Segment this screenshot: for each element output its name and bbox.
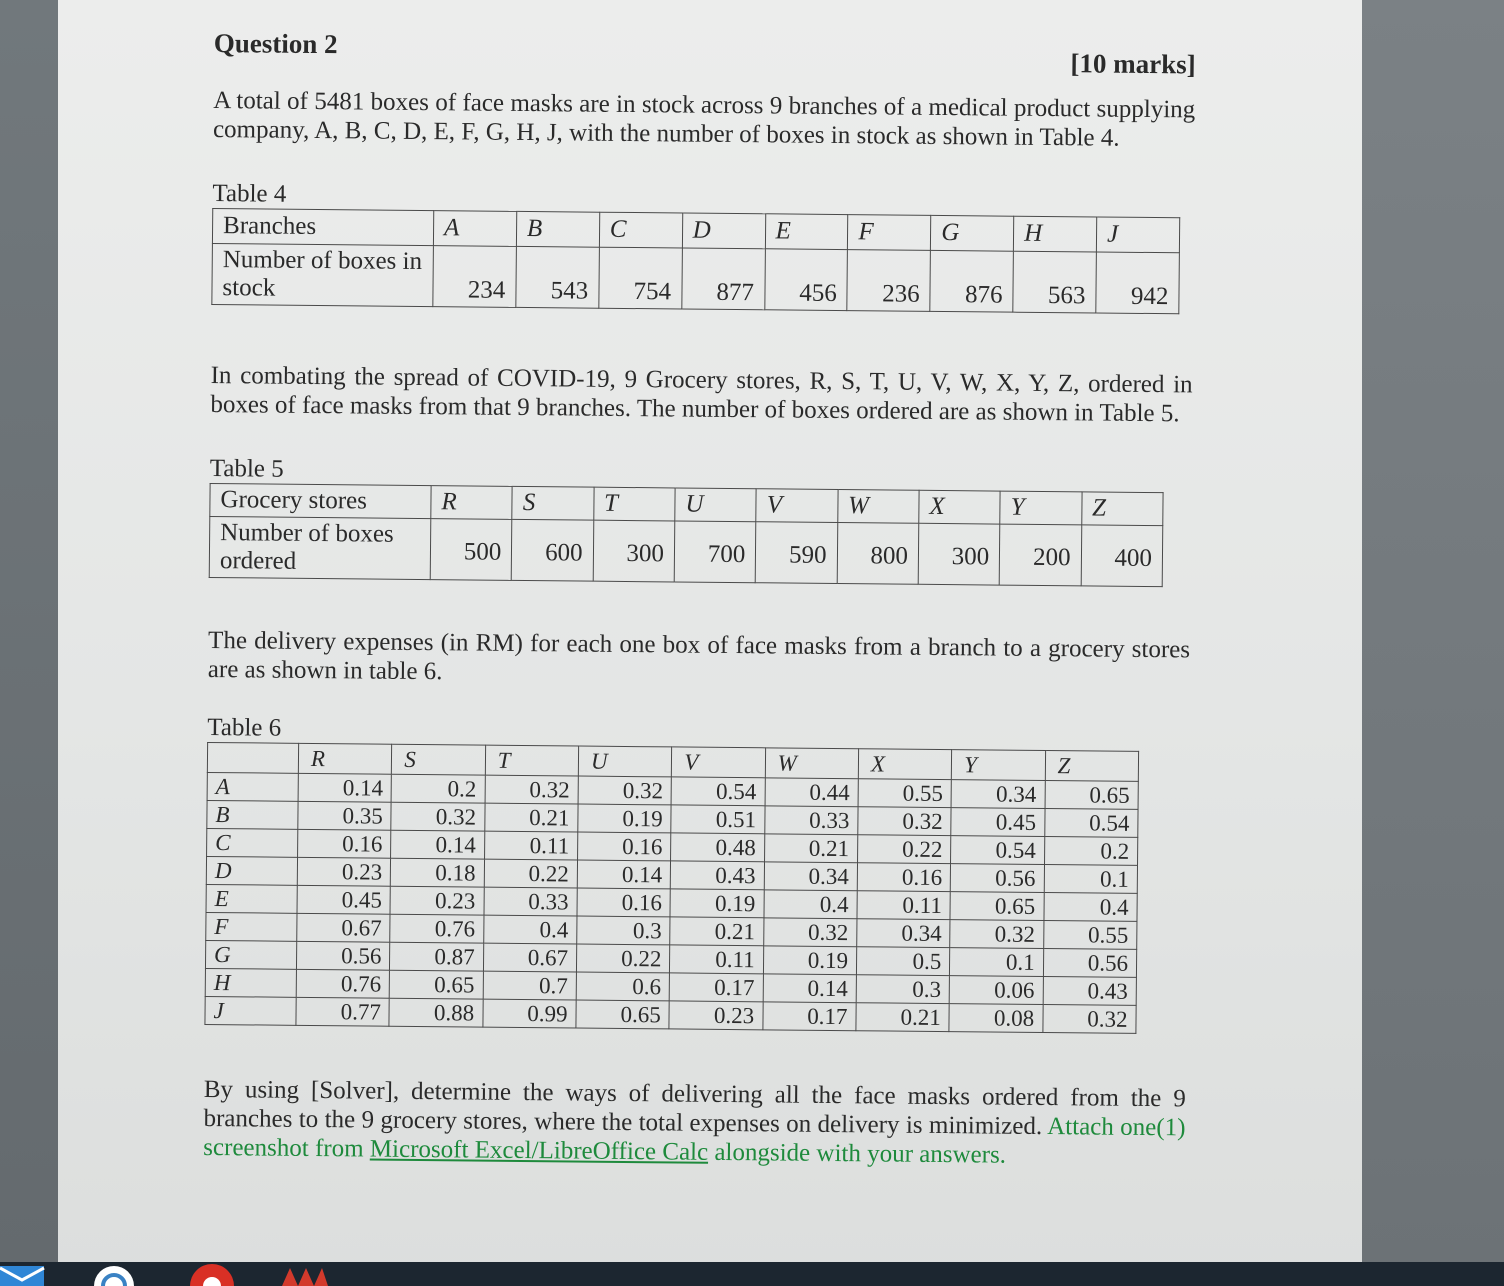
table6-cell: 0.32 bbox=[950, 920, 1044, 949]
table6-body bbox=[205, 772, 1138, 1033]
table6-cell: 0.34 bbox=[951, 780, 1045, 809]
table6-cell: 0.19 bbox=[763, 946, 857, 975]
table6-cell: 0.16 bbox=[857, 863, 951, 892]
table6-cell: 0.14 bbox=[577, 860, 671, 889]
table6-cell: 0.22 bbox=[576, 944, 670, 973]
table6-cell: 0.2 bbox=[1044, 837, 1138, 866]
table6-col: W bbox=[765, 748, 859, 779]
table6-cell: 0.99 bbox=[483, 999, 577, 1028]
table4-cell: 877 bbox=[681, 248, 764, 310]
table5-cell: 700 bbox=[674, 521, 756, 583]
table6-cell: 0.34 bbox=[764, 862, 858, 891]
table6-cell: 0.3 bbox=[577, 916, 671, 945]
table6-cell: 0.21 bbox=[484, 803, 578, 832]
table4-col: B bbox=[516, 211, 599, 247]
table6-row-label: H bbox=[205, 968, 296, 997]
table6-cell: 0.22 bbox=[857, 835, 951, 864]
table6-cell: 0.87 bbox=[390, 942, 484, 971]
table4-col: C bbox=[599, 212, 682, 248]
table5-header-label: Grocery stores bbox=[210, 483, 431, 518]
table6-cell: 0.43 bbox=[671, 861, 765, 890]
table4-col: D bbox=[682, 213, 765, 249]
table6-caption: Table 6 bbox=[207, 713, 282, 742]
table6-cell: 0.56 bbox=[951, 864, 1045, 893]
table4-col: F bbox=[848, 215, 931, 251]
table6-cell: 0.6 bbox=[576, 972, 670, 1001]
table6-cell: 0.55 bbox=[858, 779, 952, 808]
table6-cell: 0.32 bbox=[578, 776, 672, 805]
table6-cell: 0.11 bbox=[857, 891, 951, 920]
final-text: By using [Solver], determine the ways of delivering all the face masks ordered from the 9 branches to the 9 grocery stores, where the total expenses on delivery is minimized. bbox=[203, 1075, 1186, 1140]
table6-cell: 0.4 bbox=[1044, 893, 1138, 922]
table5-col: T bbox=[593, 487, 675, 521]
table6-cell: 0.32 bbox=[1043, 1005, 1137, 1034]
table6-cell: 0.19 bbox=[670, 889, 764, 918]
table6-col: V bbox=[672, 747, 766, 778]
table6-cell: 0.54 bbox=[671, 777, 765, 806]
software-link[interactable]: Microsoft Excel/LibreOffice Calc bbox=[369, 1135, 709, 1166]
table5-caption: Table 5 bbox=[209, 454, 284, 483]
table6-cell: 0.08 bbox=[949, 1004, 1043, 1033]
table4-col: G bbox=[931, 215, 1014, 251]
table5-cell: 500 bbox=[430, 519, 512, 581]
table6-col: X bbox=[858, 749, 952, 780]
table6-cell: 0.44 bbox=[765, 778, 859, 807]
table6-cell: 0.19 bbox=[578, 804, 672, 833]
table6-cell: 0.5 bbox=[856, 947, 950, 976]
table6-cell: 0.21 bbox=[670, 917, 764, 946]
paragraph-3: The delivery expenses (in RM) for each one box of face masks from a branch to a grocery stores are as shown in table 6. bbox=[207, 626, 1191, 686]
table6-row-label: B bbox=[207, 800, 298, 829]
table5-cell: 200 bbox=[999, 524, 1081, 586]
table6-row-label: E bbox=[206, 884, 297, 913]
table5-col: Z bbox=[1081, 492, 1163, 526]
table5-cell: 600 bbox=[512, 519, 594, 581]
table4-cell: 754 bbox=[599, 247, 682, 309]
table6-row-label: A bbox=[207, 772, 298, 801]
table4-col: H bbox=[1014, 216, 1097, 252]
table4-cell: 234 bbox=[433, 246, 516, 308]
table6-cell: 0.33 bbox=[764, 806, 858, 835]
table5-cell: 590 bbox=[756, 522, 838, 584]
table6-row-label: J bbox=[205, 996, 296, 1025]
table5-cell: 300 bbox=[918, 523, 1000, 585]
table6-cell: 0.18 bbox=[391, 858, 485, 887]
table4-cell: 236 bbox=[847, 250, 930, 312]
app-icon[interactable] bbox=[90, 1262, 140, 1286]
table6-cell: 0.23 bbox=[669, 1001, 763, 1030]
table4 bbox=[211, 208, 1180, 314]
table6-row-label: C bbox=[207, 828, 298, 857]
table4-cell: 456 bbox=[764, 249, 847, 311]
table6-cell: 0.7 bbox=[483, 971, 577, 1000]
table6-cell: 0.06 bbox=[949, 976, 1043, 1005]
table6-cell: 0.32 bbox=[858, 807, 952, 836]
table6-cell: 0.34 bbox=[857, 919, 951, 948]
table6-cell: 0.23 bbox=[297, 857, 391, 886]
question-marks: [10 marks] bbox=[1070, 48, 1196, 80]
table4-col: A bbox=[433, 211, 516, 247]
table6-cell: 0.45 bbox=[297, 885, 391, 914]
table6-cell: 0.76 bbox=[390, 914, 484, 943]
table6-cell: 0.65 bbox=[1045, 781, 1139, 810]
table6-cell: 0.32 bbox=[391, 802, 485, 831]
table6 bbox=[204, 742, 1139, 1034]
question-content bbox=[203, 28, 1196, 1171]
table6-col: R bbox=[298, 743, 392, 774]
table6-col: S bbox=[392, 744, 486, 775]
table6-cell: 0.65 bbox=[950, 892, 1044, 921]
table5-col: U bbox=[675, 488, 757, 522]
office-app-icon[interactable] bbox=[276, 1262, 336, 1286]
table6-cell: 0.3 bbox=[856, 975, 950, 1004]
table6-cell: 0.22 bbox=[484, 859, 578, 888]
table5-col: V bbox=[756, 489, 838, 523]
table6-cell: 0.67 bbox=[297, 913, 391, 942]
table5-col: Y bbox=[1000, 491, 1082, 525]
table6-cell: 0.1 bbox=[950, 948, 1044, 977]
table6-cell: 0.16 bbox=[298, 829, 392, 858]
table6-cell: 0.11 bbox=[670, 945, 764, 974]
table6-cell: 0.23 bbox=[390, 886, 484, 915]
table6-cell: 0.21 bbox=[856, 1003, 950, 1032]
table6-cell: 0.77 bbox=[296, 997, 390, 1026]
paragraph-2: In combating the spread of COVID-19, 9 Grocery stores, R, S, T, U, V, W, X, Y, Z, ordered in boxes of face masks from that 9 branches. The number of boxes ordered are as shown in Table 5. bbox=[210, 361, 1193, 428]
table6-cell: 0.14 bbox=[298, 773, 392, 802]
table6-row-label: F bbox=[206, 912, 297, 941]
table6-cell: 0.51 bbox=[671, 805, 765, 834]
table6-cell: 0.55 bbox=[1043, 921, 1137, 950]
intro-paragraph: A total of 5481 boxes of face masks are in stock across 9 branches of a medical product supplying company, A, B, C, D, E, F, G, H, J, with the number of boxes in stock as shown in Table 4. bbox=[212, 86, 1196, 152]
table6-row-label: D bbox=[206, 856, 297, 885]
table5-row-label: Number of boxes ordered bbox=[209, 516, 431, 579]
table6-col: Y bbox=[952, 750, 1046, 781]
table6-cell: 0.54 bbox=[951, 836, 1045, 865]
table6-cell: 0.33 bbox=[484, 887, 578, 916]
table6-cell: 0.65 bbox=[390, 970, 484, 999]
final-paragraph bbox=[203, 1075, 1186, 1171]
table4-header-label: Branches bbox=[212, 208, 433, 245]
table4-col: J bbox=[1096, 217, 1179, 253]
table6-cell: 0.2 bbox=[391, 774, 485, 803]
table4-cell: 876 bbox=[930, 250, 1013, 312]
table6-cell: 0.88 bbox=[389, 998, 483, 1027]
question-header bbox=[213, 28, 1196, 95]
table5 bbox=[209, 483, 1164, 587]
table6-cell: 0.56 bbox=[296, 941, 390, 970]
table4-cell: 942 bbox=[1096, 252, 1180, 314]
table6-cell: 0.4 bbox=[764, 890, 858, 919]
attach-text-end: alongside with your answers. bbox=[714, 1138, 1007, 1169]
table6-cell: 0.48 bbox=[671, 833, 765, 862]
table6-cell: 0.11 bbox=[484, 831, 578, 860]
table6-col: Z bbox=[1045, 751, 1139, 782]
table6-cell: 0.21 bbox=[764, 834, 858, 863]
table6-cell: 0.67 bbox=[483, 943, 577, 972]
table4-cell: 563 bbox=[1013, 251, 1096, 313]
table6-cell: 0.65 bbox=[576, 1000, 670, 1029]
question-title: Question 2 bbox=[213, 28, 338, 60]
table6-cell: 0.17 bbox=[669, 973, 763, 1002]
table5-col: W bbox=[837, 490, 919, 524]
table6-cell: 0.4 bbox=[483, 915, 577, 944]
table6-cell: 0.16 bbox=[578, 832, 672, 861]
background-right bbox=[1362, 0, 1504, 1286]
table5-cell: 400 bbox=[1081, 525, 1163, 587]
background-left bbox=[0, 0, 58, 1286]
table6-cell: 0.16 bbox=[577, 888, 671, 917]
table5-col: S bbox=[512, 486, 594, 520]
table6-cell: 0.14 bbox=[763, 974, 857, 1003]
table6-cell: 0.1 bbox=[1044, 865, 1138, 894]
table6-cell: 0.56 bbox=[1043, 949, 1137, 978]
chrome-icon[interactable] bbox=[184, 1262, 240, 1286]
table4-cell: 543 bbox=[516, 246, 599, 308]
table6-cell: 0.54 bbox=[1044, 809, 1138, 838]
table6-cell: 0.14 bbox=[391, 830, 485, 859]
table6-cell: 0.32 bbox=[763, 918, 857, 947]
table6-cell: 0.76 bbox=[296, 969, 390, 998]
table6-corner bbox=[207, 742, 298, 773]
attach-text: Attach one(1) screenshot from bbox=[203, 1113, 1186, 1163]
table6-cell: 0.32 bbox=[485, 775, 579, 804]
table6-cell: 0.17 bbox=[763, 1002, 857, 1031]
table5-col: X bbox=[919, 490, 1001, 524]
table5-cell: 800 bbox=[837, 523, 919, 585]
table4-caption: Table 4 bbox=[212, 179, 287, 208]
table6-row-label: G bbox=[205, 940, 296, 969]
table4-col: E bbox=[765, 214, 848, 250]
mail-icon[interactable] bbox=[0, 1262, 60, 1286]
table6-col: U bbox=[578, 746, 672, 777]
table5-col: R bbox=[431, 486, 513, 520]
table6-cell: 0.45 bbox=[951, 808, 1045, 837]
table6-col: T bbox=[485, 745, 579, 776]
table5-cell: 300 bbox=[593, 520, 675, 582]
table6-cell: 0.35 bbox=[298, 801, 392, 830]
table6-cell: 0.43 bbox=[1043, 977, 1137, 1006]
table4-row-label: Number of boxes in stock bbox=[212, 243, 434, 306]
